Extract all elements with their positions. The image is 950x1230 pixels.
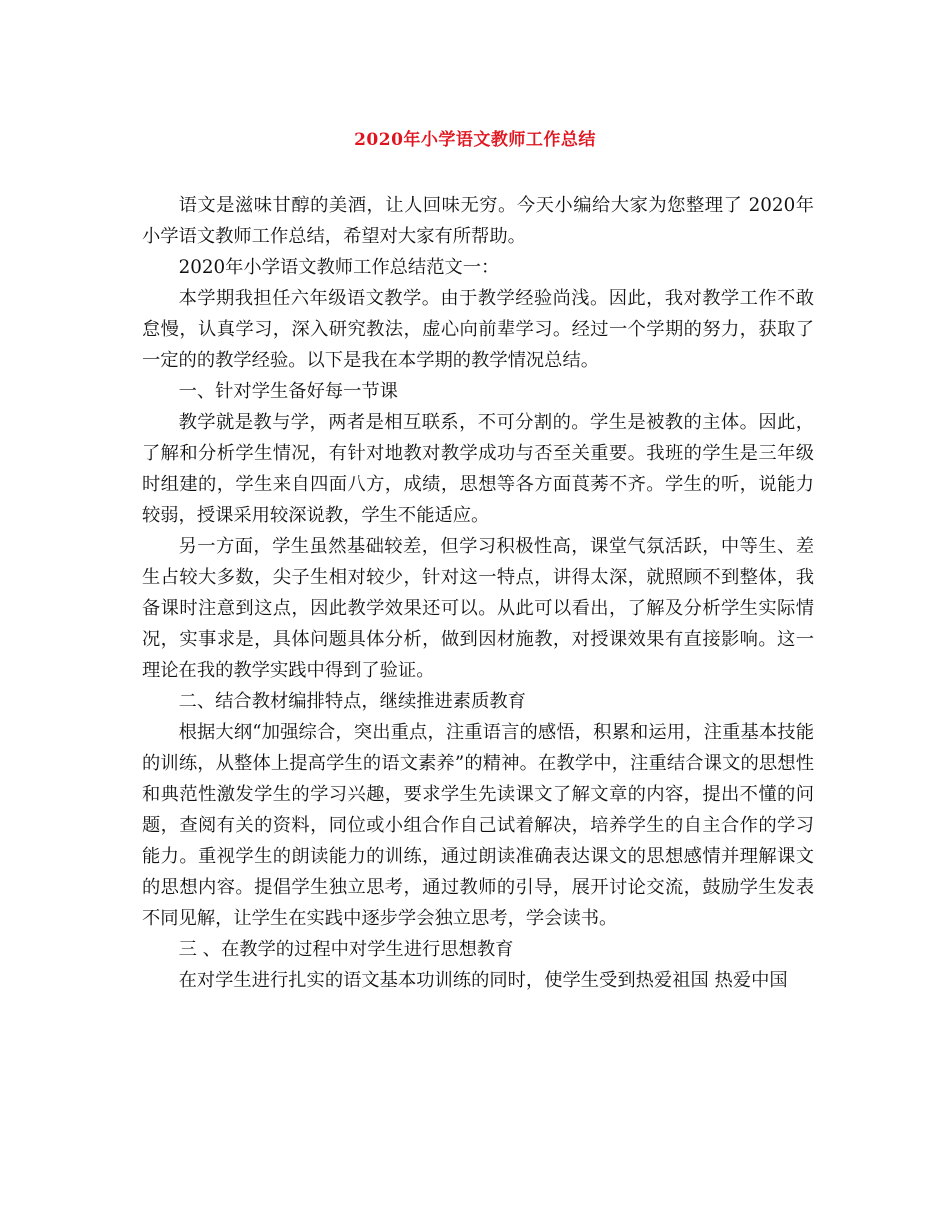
section-heading-2: 二、结合教材编排特点，继续推进素质教育 <box>178 691 526 712</box>
document-body <box>142 190 814 996</box>
paragraph-section-1b: 另一方面，学生虽然基础较差，但学习积极性高，课堂气氛活跃，中等生、差生占较大多数，尖子生相对较少，针对这一特点，讲得太深，就照顾不到整体，我备课时注意到这点，因此教学效果还可以。从此可以看出，了解及分析学生实际情况，实事求是，具体问题具体分析，做到因材施教，对授课效果有直接影响。这一理论在我的教学实践中得到了验证。 <box>142 536 814 681</box>
paragraph-sample-heading: 2020年小学语文教师工作总结范文一： <box>178 257 500 278</box>
section-heading-3: 三 、在教学的过程中对学生进行思想教育 <box>178 939 514 960</box>
paragraph-section-3: 在对学生进行扎实的语文基本功训练的同时，使学生受到热爱祖国 热爱中国 <box>178 970 788 991</box>
document-title: 2020年小学语文教师工作总结 <box>354 130 596 150</box>
paragraph-section-1a: 教学就是教与学，两者是相互联系，不可分割的。学生是被教的主体。因此，了解和分析学生情况，有针对地教对教学成功与否至关重要。我班的学生是三年级时组建的，学生来自四面八方，成绩，思想等各方面莨莠不齐。学生的听，说能力较弱，授课采用较深说教，学生不能适应。 <box>142 412 814 526</box>
paragraph-overview: 本学期我担任六年级语文教学。由于教学经验尚浅。因此，我对教学工作不敢怠慢，认真学习，深入研究教法，虚心向前辈学习。经过一个学期的努力，获取了一定的的教学经验。以下是我在本学期的教学情况总结。 <box>142 288 814 371</box>
paragraph-intro: 语文是滋味甘醇的美酒，让人回味无穷。今天小编给大家为您整理了 2020年小学语文教师工作总结，希望对大家有所帮助。 <box>142 195 814 247</box>
section-heading-1: 一、针对学生备好每一节课 <box>178 381 398 402</box>
paragraph-section-2: 根据大纲“加强综合，突出重点，注重语言的感悟，积累和运用，注重基本技能的训练，从整体上提高学生的语文素养”的精神。在教学中，注重结合课文的思想性和典范性激发学生的学习兴趣，要求学生先读课文了解文章的内容，提出不懂的问题，查阅有关的资料，同位或小组合作自己试着解决，培养学生的自主合作的学习能力。重视学生的朗读能力的训练，通过朗读准确表达课文的思想感情并理解课文的思想内容。提倡学生独立思考，通过教师的引导，展开讨论交流，鼓励学生发表不同见解，让学生在实践中逐步学会独立思考，学会读书。 <box>142 722 814 929</box>
